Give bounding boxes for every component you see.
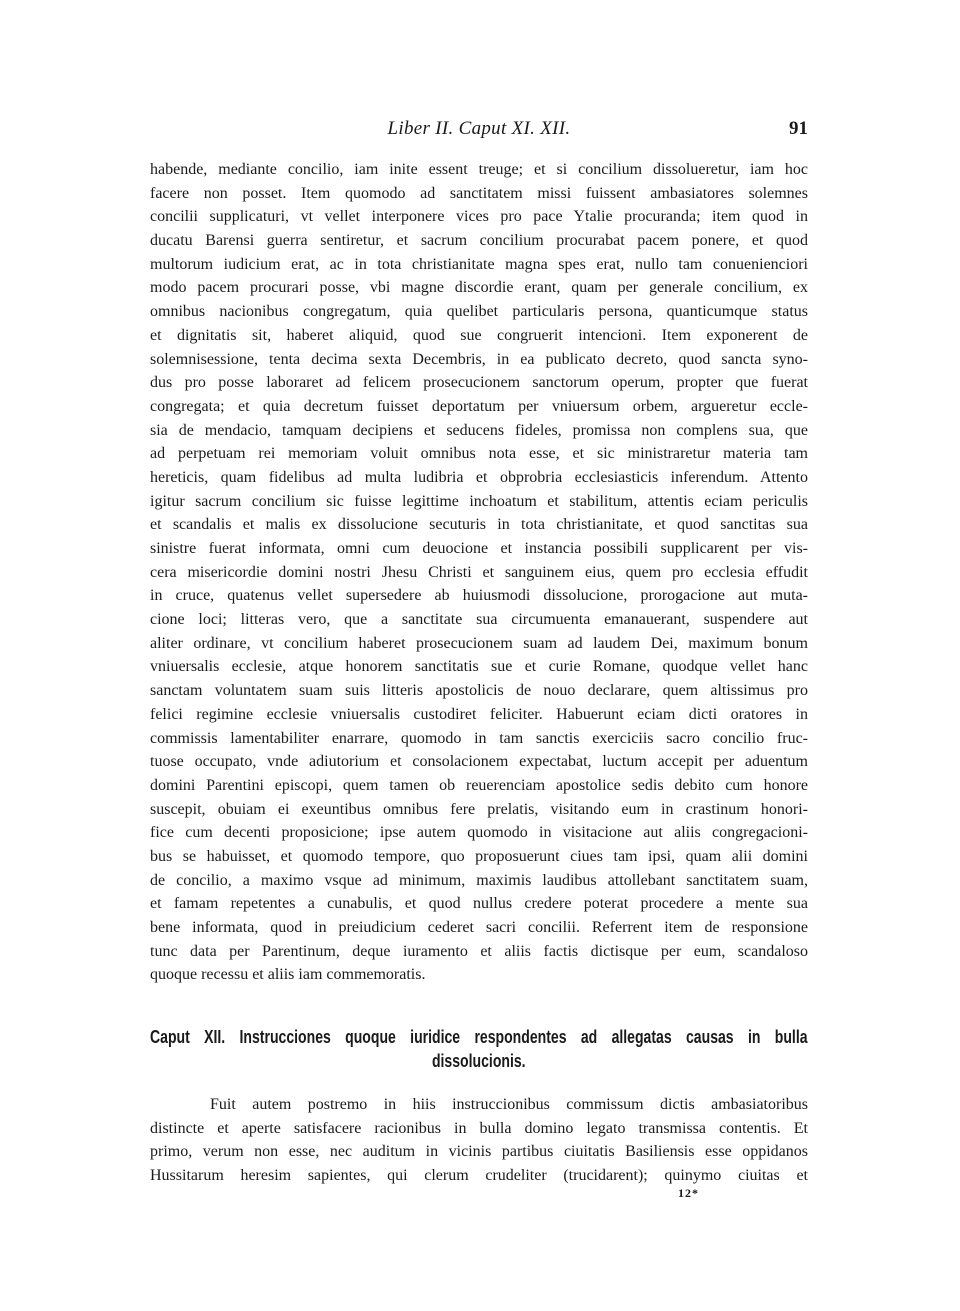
text-line: ducatu Barensi guerra sentiretur, et sacrum concilium procurabat pacem ponere, et quod — [150, 232, 808, 250]
text-line: suscepit, obuiam ei exeuntibus omnibus fere prelatis, visitando eum in crastinum honori- — [150, 800, 808, 818]
signature-mark: 12* — [678, 1186, 699, 1200]
text-line: primo, verum non esse, nec auditum in vicinis partibus ciuitatis Basiliensis esse oppidanos — [150, 1143, 808, 1161]
text-line: tuose occupato, vnde adiutorium et consolacionem expectabat, luctum accepit per aduentum — [150, 753, 808, 771]
text-line: bene informata, quod in preiudicium cederet sacri concilii. Referrent item de responsione — [150, 919, 808, 936]
text-line: felici regimine ecclesie vniuersalis custodiret feliciter. Habuerunt eciam dicti oratores in — [150, 705, 808, 723]
paragraph-chapter-xi — [150, 158, 808, 987]
text-line: de concilio, a maximo vsque ad minimum, maximis laudibus attollebant sanctitatem suam, — [150, 871, 808, 889]
text-line: solemnisessione, tenta decima sexta Decembris, in ea publicato decreto, quod sancta syno- — [150, 350, 808, 368]
chapter-heading-line: dissolucionis. — [431, 1051, 526, 1072]
book-page — [150, 112, 808, 1200]
text-line: cione loci; litteras vero, que a sanctitate sua circumuenta emanauerant, suspendere aut — [150, 611, 808, 629]
text-line: tunc data per Parentinum, deque iuramento et aliis factis dictisque per eum, scandaloso — [150, 942, 808, 960]
text-line: multorum iudicium erat, ac in tota christianitate magna spes erat, nullo tam conuenienciori — [150, 255, 808, 273]
text-line: hereticis, quam fidelibus ad multa ludibria et obprobria ecclesiasticis inferendum. Attento — [150, 468, 808, 486]
text-line: sinistre fuerat informata, omni cum deuocione et instancia possibili supplicarent per vis- — [150, 540, 808, 557]
text-line: congregata; et quia decretum fuisset deportatum per vniuersum orbem, argueretur eccle- — [150, 397, 808, 415]
text-line: sanctam voluntatem suam suis litteris apostolicis de nouo declarare, quem altissimus pro — [150, 682, 808, 700]
page-number: 91 — [789, 118, 808, 139]
text-line: distincte et aperte satisfacere racionibus in bulla domino legato transmissa contentis. Et — [150, 1119, 808, 1137]
text-line: sia de mendacio, tamquam decipiens et seducens fideles, promissa non complens sua, que — [150, 421, 808, 439]
text-line: et famam repetentes a cunabulis, et quod nullus credere poterat procedere a mente sua — [150, 895, 808, 913]
text-line: igitur sacrum concilium sic fuisse legittime inchoatum et stabilitum, attentis eciam periculis — [150, 492, 808, 510]
running-title: Liber II. Caput XI. XII. — [387, 118, 571, 139]
text-line: ad perpetuam rei memoriam voluit omnibus nota esse, et sic ministraretur materia tam — [150, 445, 808, 463]
text-line: et dignitatis sit, haberet aliquid, quod sue congruerit intencioni. Item exponerent de — [150, 326, 808, 344]
text-line: dus pro posse laboraret ad felicem prosecucionem sanctorum operum, propter que fuerat — [150, 374, 808, 392]
text-line: Fuit autem postremo in hiis instruccionibus commissum dictis ambasiatoribus — [210, 1096, 808, 1114]
text-line: fice cum decenti proposicione; ipse autem quomodo in visitacione aut aliis congregacioni- — [150, 824, 808, 842]
text-line: commissis lamentabiliter enarrare, quomodo in tam sanctis exerciciis sacro concilio fruc- — [150, 729, 808, 747]
text-line: habende, mediante concilio, iam inite essent treuge; et si concilium dissolueretur, iam hoc — [150, 161, 808, 178]
text-line: omnibus nacionibus congregatum, quia quelibet particularis persona, quanticumque status — [150, 303, 808, 321]
text-line: et scandalis et malis ex dissolucione secuturis in tota christianitate, et quod sanctitas sua — [150, 516, 808, 534]
running-head — [150, 112, 808, 146]
text-line: vniuersalis ecclesie, atque honorem sanctitatis sue et curie Romane, quodque vellet hanc — [150, 658, 808, 676]
text-line: domini Parentini episcopi, quem tamen ob reuerenciam apostolice sedis debito cum honore — [150, 776, 808, 794]
text-line: facere non posset. Item quomodo ad sanctitatem missi fuissent ambasiatores solemnes — [150, 184, 808, 202]
text-line: bus se habuisset, et quomodo tempore, quo proposuerunt ciues tam ipsi, quam alii domini — [150, 847, 808, 865]
text-line: quoque recessu et aliis iam commemoratis. — [150, 966, 426, 984]
text-line: concilii supplicaturi, vt vellet interponere vices pro pace Ytalie procuranda; item quod in — [150, 208, 808, 226]
text-line: cera misericordie domini nostri Jhesu Christi et sanguinem eius, quem pro ecclesia effudit — [150, 563, 808, 581]
chapter-heading-line: Caput XII. Instrucciones quoque iuridice respondentes ad allegatas causas in bulla — [150, 1027, 808, 1048]
chapter-heading — [150, 1025, 808, 1073]
text-line: Hussitarum heresim sapientes, qui clerum crudeliter (trucidarent); quinymo ciuitas et — [150, 1167, 808, 1185]
text-line: aliter ordinare, vt concilium haberet prosecucionem suam ad laudem Dei, maximum bonum — [150, 634, 808, 652]
paragraph-chapter-xii — [150, 1093, 808, 1188]
text-line: modo pacem procurari posse, vbi magne discordie erant, quam per generale concilium, ex — [150, 279, 808, 297]
text-line: in cruce, quatenus vellet supersedere ab huiusmodi dissolucione, prorogacione aut muta- — [150, 587, 808, 605]
